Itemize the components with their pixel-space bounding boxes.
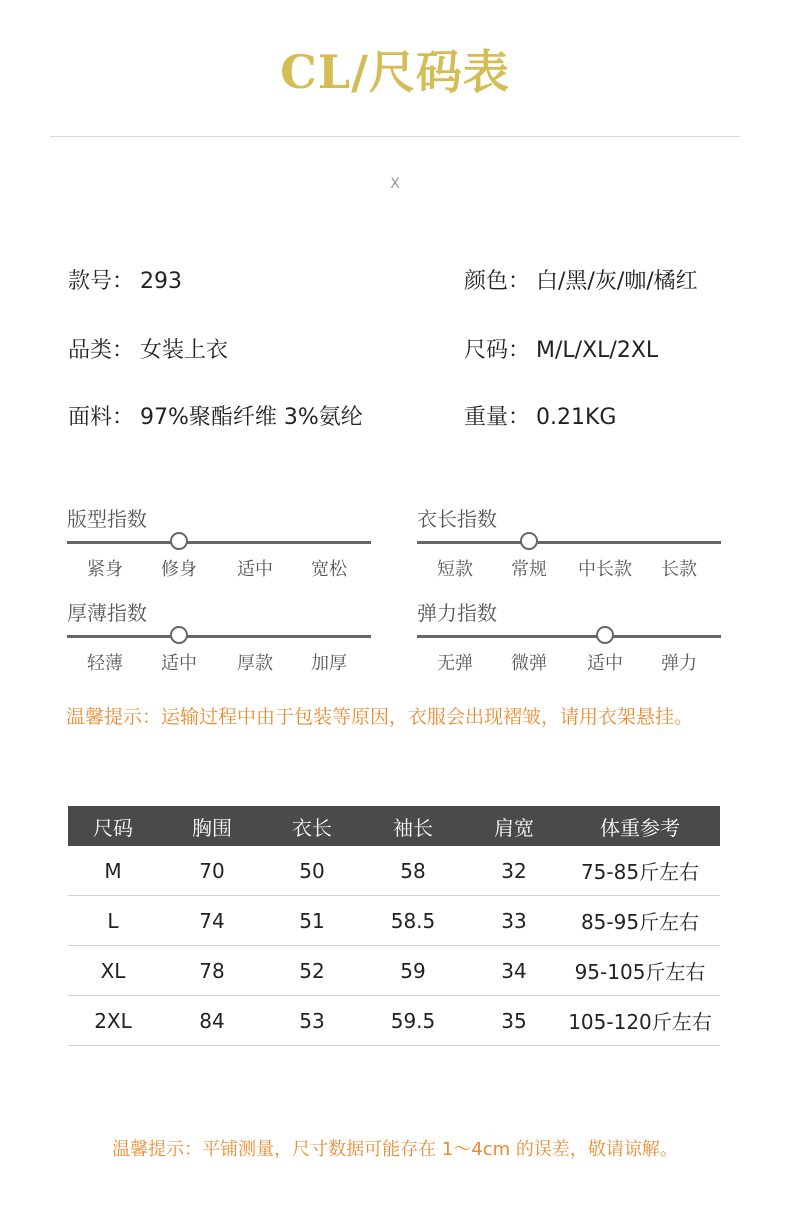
thickness-option: 适中: [161, 653, 197, 674]
fit-option: 修身: [161, 559, 197, 580]
spec-colors-label: 颜色：: [464, 269, 531, 294]
spec-sizes-value: M/L/XL/2XL: [536, 338, 659, 363]
length-option: 短款: [437, 559, 473, 580]
table-cell: M: [68, 846, 158, 896]
table-cell: 70: [158, 846, 266, 896]
table-cell: 52: [266, 946, 358, 996]
table-cell: 75-85斤左右: [560, 846, 720, 896]
measurement-notice: 温馨提示：平铺测量，尺寸数据可能存在 1～4cm 的误差，敬请谅解。: [112, 1139, 678, 1160]
length-option: 常规: [511, 559, 547, 580]
table-cell: 50: [266, 846, 358, 896]
shipping-notice: 温馨提示：运输过程中由于包装等原因，衣服会出现褶皱，请用衣架悬挂。: [66, 706, 694, 728]
thickness-index-knob: [170, 626, 188, 644]
header-shoulder: 肩宽: [468, 806, 560, 846]
table-cell: 51: [266, 896, 358, 946]
table-cell: XL: [68, 946, 158, 996]
spec-weight: [464, 402, 616, 434]
length-index: [417, 506, 721, 586]
spec-fabric-label: 面料：: [68, 405, 135, 430]
elasticity-option: 弹力: [661, 653, 697, 674]
thickness-option: 轻薄: [87, 653, 123, 674]
header-length: 衣长: [266, 806, 358, 846]
length-index-track: [417, 541, 721, 544]
table-cell: 2XL: [68, 996, 158, 1046]
elasticity-option: 适中: [587, 653, 623, 674]
elasticity-index-label: 弹力指数: [417, 601, 497, 625]
table-cell: 59.5: [358, 996, 468, 1046]
spec-sizes-label: 尺码：: [464, 338, 531, 363]
table-cell: 105-120斤左右: [560, 996, 720, 1046]
length-index-label: 衣长指数: [417, 507, 497, 531]
spec-colors: [464, 266, 698, 298]
thickness-index: [67, 600, 371, 680]
spec-style-no-value: 293: [140, 269, 183, 294]
table-row: [68, 996, 720, 1046]
page-title: CL/尺码表: [280, 45, 510, 99]
thickness-option: 厚款: [237, 653, 273, 674]
table-cell: 95-105斤左右: [560, 946, 720, 996]
title-divider: [50, 136, 740, 137]
spec-weight-value: 0.21KG: [536, 405, 617, 430]
spec-colors-value: 白/黑/灰/咖/橘红: [536, 269, 698, 294]
header-weight-ref: 体重参考: [560, 806, 720, 846]
spec-sizes: [464, 335, 658, 367]
elasticity-index-knob: [596, 626, 614, 644]
table-cell: 85-95斤左右: [560, 896, 720, 946]
table-cell: 59: [358, 946, 468, 996]
table-cell: 58: [358, 846, 468, 896]
table-cell: L: [68, 896, 158, 946]
table-cell: 33: [468, 896, 560, 946]
table-cell: 74: [158, 896, 266, 946]
elasticity-option: 微弹: [511, 653, 547, 674]
close-icon[interactable]: X: [390, 176, 400, 192]
table-cell: 53: [266, 996, 358, 1046]
header-chest: 胸围: [158, 806, 266, 846]
size-table: [68, 806, 720, 1046]
fit-index-knob: [170, 532, 188, 550]
fit-index-track: [67, 541, 371, 544]
elasticity-index: [417, 600, 721, 680]
spec-style-no: [68, 266, 182, 298]
table-row: [68, 846, 720, 896]
header-size: 尺码: [68, 806, 158, 846]
elasticity-option: 无弹: [437, 653, 473, 674]
spec-category-value: 女装上衣: [140, 338, 229, 363]
spec-fabric: [68, 402, 363, 434]
spec-category-label: 品类：: [68, 338, 135, 363]
thickness-option: 加厚: [311, 653, 347, 674]
spec-style-no-label: 款号：: [68, 269, 135, 294]
header-sleeve: 袖长: [358, 806, 468, 846]
spec-category: [68, 335, 228, 367]
spec-weight-label: 重量：: [464, 405, 531, 430]
fit-option: 适中: [237, 559, 273, 580]
table-cell: 34: [468, 946, 560, 996]
table-row: [68, 946, 720, 996]
length-index-knob: [520, 532, 538, 550]
fit-option: 紧身: [87, 559, 123, 580]
fit-index-label: 版型指数: [67, 507, 147, 531]
elasticity-index-track: [417, 635, 721, 638]
table-cell: 58.5: [358, 896, 468, 946]
size-table-header: [68, 806, 720, 846]
table-cell: 84: [158, 996, 266, 1046]
thickness-index-track: [67, 635, 371, 638]
table-cell: 78: [158, 946, 266, 996]
length-option: 长款: [661, 559, 697, 580]
fit-option: 宽松: [311, 559, 347, 580]
fit-index: [67, 506, 371, 586]
spec-fabric-value: 97%聚酯纤维 3%氨纶: [140, 405, 363, 430]
length-option: 中长款: [578, 559, 632, 580]
table-cell: 32: [468, 846, 560, 896]
thickness-index-label: 厚薄指数: [67, 601, 147, 625]
table-cell: 35: [468, 996, 560, 1046]
table-row: [68, 896, 720, 946]
